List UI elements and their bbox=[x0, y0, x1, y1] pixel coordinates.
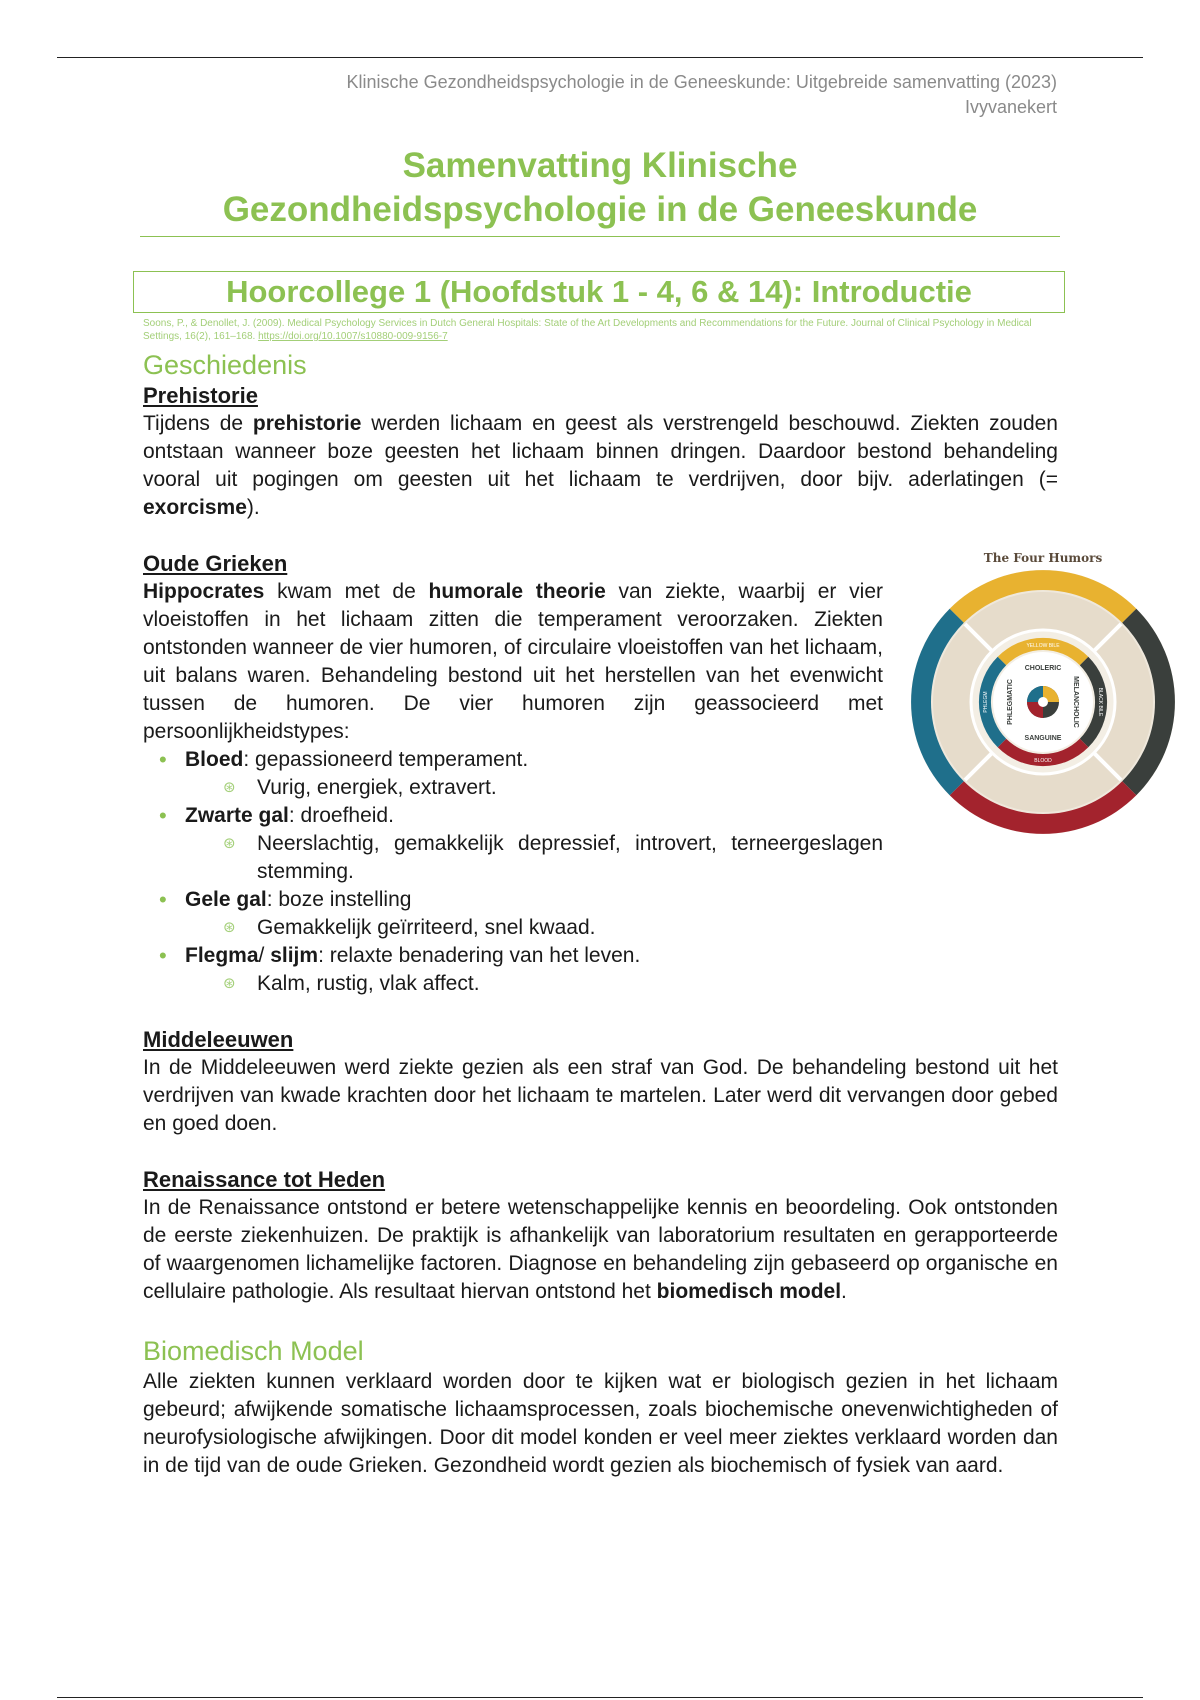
label-sanguine: SANGUINE bbox=[1024, 735, 1062, 742]
paragraph-biomedisch: Alle ziekten kunnen verklaard worden door te kijken wat er biologisch gezien in het lichaam gebeurd; afwijkende somatische lichaamsprocessen, zoals biochemische onevenwichtigheden of neurofysiologische afwijkingen. Door dit model konden er veel meer ziektes verklaard worden dan in de tijd van de oude Grieken. Gezondheid wordt gezien als biochemisch of fysiek van aard. bbox=[143, 1370, 1058, 1477]
list-item: • Gele gal: boze instelling ⊛ Gemakkelijk geïrriteerd, snel kwaad. bbox=[185, 886, 883, 942]
document-title bbox=[140, 144, 1060, 237]
lecture-heading-box bbox=[133, 271, 1065, 313]
label-melancholic: MELANCHOLIC bbox=[1072, 676, 1079, 728]
list-item: • Zwarte gal: droefheid. ⊛ Neerslachtig, gemakkelijk depressief, introvert, terneergeslagen stemming. bbox=[185, 802, 883, 886]
document-title-line-1: Samenvatting Klinische bbox=[402, 146, 798, 185]
list-item: • Bloed: gepassioneerd temperament. ⊛ Vurig, energiek, extravert. bbox=[185, 746, 883, 802]
sub-list-item: ⊛ Gemakkelijk geïrriteerd, snel kwaad. bbox=[257, 914, 883, 942]
label-blood: BLOOD bbox=[1034, 758, 1052, 764]
label-phlegmatic: PHLEGMATIC bbox=[1007, 679, 1014, 725]
sub-list-item: ⊛ Vurig, energiek, extravert. bbox=[257, 774, 883, 802]
section-heading-biomedisch: Biomedisch Model bbox=[143, 1336, 364, 1366]
label-black-bile: BLACK BILE bbox=[1097, 687, 1103, 717]
label-yellow-bile: YELLOW BILE bbox=[1026, 643, 1060, 649]
grieken-block bbox=[143, 550, 1103, 998]
lecture-title: Hoorcollege 1 (Hoofdstuk 1 - 4, 6 & 14): Introductie bbox=[226, 274, 972, 309]
citation-text: Soons, P., & Denollet, J. (2009). Medical Psychology Services in Dutch General Hospitals: State of the Art Developments and Recommendations for the Future. Journal of Clinical Psychology in Medical Settings, 16(2), 161–168. bbox=[143, 318, 1032, 342]
document-title-line-2: Gezondheidspsychologie in de Geneeskunde bbox=[222, 190, 978, 229]
paragraph-oude-grieken: Hippocrates kwam met de humorale theorie van ziekte, waarbij er vier vloeistoffen in het lichaam zitten die temperament veroorzaken. Ziekten ontstonden wanneer de vier humoren, of circulaire vloeistoffen van het lichaam, uit balans waren. Behandeling bestond uit het herstellen van het evenwicht tussen de humoren. De vier humoren zijn geassocieerd met persoonlijkheidstypes: bbox=[143, 580, 883, 743]
paragraph-prehistorie: Tijdens de prehistorie werden lichaam en geest als verstrengeld beschouwd. Ziekten zouden ontstaan wanneer boze geesten het lichaam binnen dringen. Daardoor bestond behandeling vooral uit pogingen om geesten uit het lichaam te verdrijven, door bijv. aderlatingen (= exorcisme). bbox=[143, 412, 1058, 519]
humors-list bbox=[143, 746, 883, 998]
figure-title: The Four Humors bbox=[983, 551, 1103, 565]
four-humors-figure bbox=[898, 542, 1188, 842]
sub-list-item: ⊛ Neerslachtig, gemakkelijk depressief, introvert, terneergeslagen stemming. bbox=[257, 830, 883, 886]
main-content bbox=[143, 348, 1103, 1480]
paragraph-renaissance: In de Renaissance ontstond er betere wetenschappelijke kennis en beoordeling. Ook ontstonden de eerste ziekenhuizen. De praktijk is afhankelijk van laboratorium resultaten en gerapporteerde of waargenomen lichamelijke factoren. Diagnose en behandeling zijn gebaseerd op organische en cellulaire pathologie. Als resultaat hiervan ontstond het biomedisch model. bbox=[143, 1196, 1058, 1303]
top-rule bbox=[57, 57, 1143, 58]
label-choleric: CHOLERIC bbox=[1024, 665, 1062, 672]
running-title: Klinische Gezondheidspsychologie in de Geneeskunde: Uitgebreide samenvatting (2023) bbox=[346, 72, 1057, 92]
subheading-oude-grieken: Oude Grieken bbox=[143, 551, 288, 576]
citation bbox=[143, 317, 1058, 343]
label-phlegm: PHLEGM bbox=[983, 691, 989, 713]
bottom-rule bbox=[57, 1697, 1143, 1698]
subheading-prehistorie: Prehistorie bbox=[143, 383, 258, 408]
sub-list-item: ⊛ Kalm, rustig, vlak affect. bbox=[257, 970, 883, 998]
citation-link[interactable]: https://doi.org/10.1007/s10880-009-9156-7 bbox=[258, 331, 448, 342]
paragraph-middeleeuwen: In de Middeleeuwen werd ziekte gezien als een straf van God. De behandeling bestond uit het verdrijven van kwade krachten door het lichaam te martelen. Later werd dit vervangen door gebed en goed doen. bbox=[143, 1056, 1058, 1135]
list-item: • Flegma/ slijm: relaxte benadering van het leven. ⊛ Kalm, rustig, vlak affect. bbox=[185, 942, 883, 998]
running-header bbox=[347, 70, 1057, 120]
subheading-middeleeuwen: Middeleeuwen bbox=[143, 1027, 294, 1052]
subheading-renaissance: Renaissance tot Heden bbox=[143, 1167, 386, 1192]
author-name: Ivyvanekert bbox=[964, 97, 1057, 117]
section-heading-geschiedenis: Geschiedenis bbox=[143, 350, 307, 380]
